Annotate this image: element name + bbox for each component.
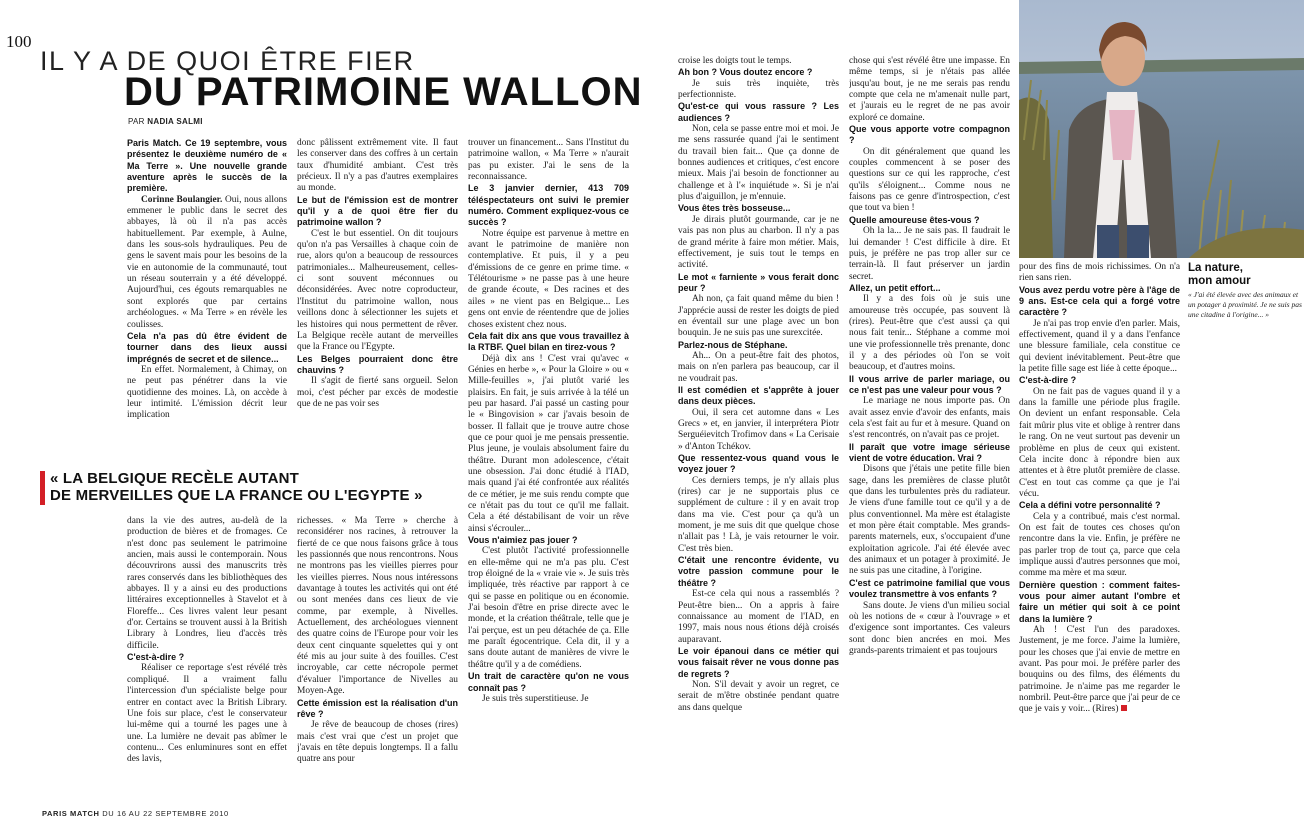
interview-answer: trouver un financement... Sans l'Institut du patrimoine wallon, « Ma Terre » n'aurait pas pu exister. J'ai le sens de la reconnaissance. — [468, 138, 629, 183]
answer-text: Ah ! C'est l'un des paradoxes. Justement, je me force. J'aime la lumière, pour les choses que j'ai envie de mettre en avant. Pas pour moi. Je préfère parler des bouquins ou des films, des éléments du patrimoine. Je n'aime pas me regarder le nombril. Peut-être parce que j'ai peur de ce que je vais y voir... (Rires) — [1019, 625, 1180, 715]
interview-question: Quelle amoureuse êtes-vous ? — [849, 214, 980, 225]
interview-answer: Je rêve de beaucoup de choses (rires) mais c'est vrai que c'est un projet que j'avais en tête depuis longtemps. Il a fallu quatre ans pour — [297, 720, 458, 765]
interview-answer: Notre équipe est parvenue à mettre en avant le patrimoine de manière non contemplative. Et puis, il y a peu d'émissions de ce genre en prime time. « Télétourisme » ne passe pas à une heure de grande écoute, « Des racines et des ailes » ne vient pas en Belgique... Les gens ont envie de réentendre que de jolies choses existent chez nous. — [468, 228, 629, 330]
column-1-bottom — [127, 516, 287, 804]
pull-quote-accent-bar — [40, 471, 45, 505]
interview-answer: Je suis très superstitieuse. Je — [482, 693, 589, 704]
headline-line-2: DU PATRIMOINE WALLON — [124, 70, 643, 114]
interview-answer: Déjà dix ans ! C'est vrai qu'avec « Génies en herbe », « Pour la Gloire » ou « Mille-feuilles », j'ai plutôt varié les plaisirs. En fait, je suis arrivée à la télé un peu par hasard. J'ai passé un casting pour le « Bingovision » car j'avais besoin de bosser. Il fallait que je trouve autre chose que ce pour quoi je me pensais pressentie. Plus jeune, je voulais absolument faire du théâtre. Durant mon adolescence, c'était une obsession. J'ai donc étudié à l'IAD, mais quand j'ai été confrontée aux réalités de ce métier, je me suis rendu compte que ce n'était pas du tout ce qu'il me fallait. Cela a été déstabilisant de voir un rêve ainsi s'écrouler... — [468, 353, 629, 534]
pull-quote-line-1: « LA BELGIQUE RECÈLE AUTANT — [50, 470, 300, 487]
photo-caption-title-line-2: mon amour — [1188, 275, 1251, 287]
interview-answer: chose qui s'est révélé être une impasse. En même temps, si je n'étais pas allée jusqu'au bout, je ne me serais pas rendu compte que cela ne m'amenait nulle part, et j'aurais eu le regret de ne pas avoir exploré ce domaine. — [849, 56, 1010, 123]
interview-answer: donc pâlissent extrêmement vite. Il faut les conserver dans des coffres à un certain taux d'humidité ambiant. C'est très précieux. Il n'y a pas d'autres exemplaires au monde. — [297, 138, 458, 194]
interview-answer: Oui, il sera cet automne dans « Les Grecs » et, en janvier, il interprétera Piotr Serguéievitch Trofimov dans « La Cerisaie » d'Anton Tchékov. — [678, 407, 839, 452]
page-footer — [42, 809, 229, 818]
interview-question: C'était une rencontre évidente, vu votre passion commune pour le théâtre ? — [678, 555, 839, 588]
page-number: 100 — [6, 32, 32, 51]
interview-question: Un trait de caractère qu'on ne vous connaît pas ? — [468, 671, 629, 693]
column-6 — [1019, 262, 1180, 806]
photo-caption-title-line-1: La nature, — [1188, 262, 1243, 274]
portrait-photo — [1019, 0, 1304, 258]
interview-question: Il est comédien et s'apprête à jouer dans deux pièces. — [678, 384, 839, 407]
column-4 — [678, 56, 839, 806]
interview-question: Vous n'aimiez pas jouer ? — [468, 535, 578, 546]
interview-question: C'est-à-dire ? — [1019, 375, 1077, 386]
photo-caption-title — [1188, 262, 1302, 288]
interview-question: Allez, un petit effort... — [849, 282, 941, 293]
end-mark-icon — [1121, 705, 1127, 711]
column-2-bottom — [297, 516, 458, 804]
footer-publication: PARIS MATCH — [42, 809, 100, 818]
column-1-top — [127, 138, 287, 454]
byline-prefix: PAR — [128, 117, 145, 126]
interview-answer-final — [1019, 625, 1180, 716]
interview-answer: En effet. Normalement, à Chimay, on ne peut pas pénétrer dans la vie quotidienne des moines. Là, on accède à leur intimité. L'émission décrit leur implication — [127, 364, 287, 421]
headline-line-1: IL Y A DE QUOI ÊTRE FIER — [40, 46, 415, 76]
interview-question: Le but de l'émission est de montrer qu'il y a de quoi être fier du patrimoine wallon ? — [297, 194, 458, 228]
interview-question: Il paraît que votre image sérieuse vient de votre éducation. Vrai ? — [849, 441, 1010, 464]
speaker-name: Corinne Boulangier. — [141, 194, 223, 205]
interview-answer: Disons que j'étais une petite fille bien sage, dans les premières de classe plutôt que dans les turbulentes près du radiateur. Je viens d'une famille tout ce qu'il y a de plus conventionnel. Ma mère est étalagiste et mon père était comptable. Mes grands-parents maternels, eux, s'occupaient d'une exploitation agricole. J'ai été élevée avec des animaux et un potager à proximité. Je ne suis pas une citadine, à l'origine. — [849, 464, 1010, 577]
interview-answer: Sans doute. Je viens d'un milieu social où les notions de « cœur à l'ouvrage » et d'exigence sont importantes. Ces valeurs sont donc bien ancrées en moi. Mes grands-parents trimaient et pas toujours — [849, 600, 1010, 656]
interview-question: Paris Match. Ce 19 septembre, vous présentez le deuxième numéro de « Ma Terre ». Une nouvelle grande aventure après le succès de la première. — [127, 138, 287, 194]
interview-question: Il vous arrive de parler mariage, ou ce n'est pas une valeur pour vous ? — [849, 373, 1010, 395]
interview-question: Ah bon ? Vous doutez encore ? — [678, 67, 813, 78]
interview-question: C'est-à-dire ? — [127, 652, 185, 663]
interview-answer: Le mariage ne nous importe pas. On avait assez envie d'avoir des enfants, mais cela s'est fait au fur et à mesure. Quand on s'est rencontrés, on n'avait pas ce projet. — [849, 396, 1010, 441]
interview-question: Le 3 janvier dernier, 413 709 téléspectateurs ont suivi le premier numéro. Comment expliquez-vous ce succès ? — [468, 183, 629, 228]
interview-answer — [127, 195, 287, 331]
interview-answer: Oh la la... Je ne sais pas. Il faudrait le lui demander ! C'est difficile à dire. Et puis, je préfère ne pas trop aller sur ce terrain-là. Il faut préserver un jardin secret. — [849, 226, 1010, 282]
interview-question: Parlez-nous de Stéphane. — [678, 339, 788, 350]
interview-answer: C'est plutôt l'activité professionnelle en elle-même qui ne m'a pas plu. C'est trop éloigné de la « vraie vie ». Je suis très impliquée, très réactive par rapport à ce qui se passe en politique ou en économie. J'ai besoin d'être en prise directe avec le monde, et la création théâtrale, telle que je l'ai perçue, est un peu détachée de ça. Elle me paraît égocentrique. Cela dit, il y a sans doute autant de manières de vivre le théâtre qu'il y a de comédiens. — [468, 546, 629, 670]
interview-question: Le voir épanoui dans ce métier qui vous faisait rêver ne vous donne pas de regrets ? — [678, 645, 839, 679]
footer-dates: DU 16 AU 22 SEPTEMBRE 2010 — [102, 809, 229, 818]
interview-answer: richesses. « Ma Terre » cherche à reconsidérer nos racines, à retrouver la fierté de ce que nous faisons grâce à tous les passionnés que nous rencontrons. Nous ne montrons pas les vieilles pierres pour les vieilles pierres. Nous nous intéressons davantage à toutes les activités qui ont été ou sont menées dans ces lieux de vie comme, par exemple, à Nivelles. Actuellement, des archéologues viennent des quatre coins de l'Europe pour voir les deux cent cinquante squelettes qui y ont été mis au jour suite à des fouilles. C'est incroyable, car cette nécropole permet d'évaluer l'importance de Nivelles au Moyen-Age. — [297, 516, 458, 697]
pull-quote — [40, 470, 640, 504]
pull-quote-text — [50, 470, 423, 504]
interview-answer: Non. S'il devait y avoir un regret, ce serait de m'être obstinée pendant quatre ans dans quelque — [678, 679, 839, 713]
interview-question: Que vous apporte votre compagnon ? — [849, 124, 1010, 146]
interview-question: C'est ce patrimoine familial que vous voulez transmettre à vos enfants ? — [849, 577, 1010, 600]
interview-answer: On dit généralement que quand les couples commencent à se poser des questions sur ce qui les rapproche, c'est qu'ils s'éloignent... Comme nous ne faisons pas ce genre d'introspection, c'est que tout va bien ! — [849, 146, 1010, 214]
interview-question: Cette émission est la réalisation d'un rêve ? — [297, 697, 458, 719]
interview-question: Qu'est-ce qui vous rassure ? Les audiences ? — [678, 101, 839, 123]
byline-author: NADIA SALMI — [147, 117, 203, 126]
column-5 — [849, 56, 1010, 806]
interview-answer: Il s'agit de fierté sans orgueil. Selon moi, c'est pécher par excès de modestie que de ne pas voir ses — [297, 376, 458, 409]
interview-question: Vous avez perdu votre père à l'âge de 9 ans. Est-ce cela qui a forgé votre caractère ? — [1019, 284, 1180, 318]
byline — [128, 117, 203, 126]
interview-answer: Il y a des fois où je suis une amoureuse très occupée, pas souvent là (rires). Peut-être que c'est aussi ça qui nous fait tenir... Stéphane a comme moi une vie professionnelle très prenante, donc il y a des périodes où l'on se voit beaucoup, et d'autres moins. — [849, 294, 1010, 373]
interview-question: Vous êtes très bosseuse... — [678, 203, 791, 214]
interview-question: Le mot « farniente » vous ferait donc peur ? — [678, 271, 839, 293]
interview-answer: C'est le but essentiel. On dit toujours qu'on n'a pas Versailles à chaque coin de rue, alors qu'on a beaucoup de ressources patrimoniales... Malheureusement, celles-ci sont souvent méconnues ou déconsidérées. Avec notre coproducteur, l'Institut du patrimoine wallon, nous veillons donc à sélectionner les sujets et les histoires qui nous permettent de rêver. La Belgique recèle autant de merveilles que la France ou l'Egypte. — [297, 228, 458, 353]
interview-answer: Non, cela se passe entre moi et moi. Je me sens rassurée quand j'ai le sentiment du travail bien fait... Que ça donne de bonnes audiences et critiques, c'est encore mieux. Mais j'ai besoin de fonctionner au challenge et à l'« inquiétude ». Si je n'ai plus d'aiguillon, je m'ennuie. — [678, 124, 839, 203]
interview-question: Cela fait dix ans que vous travaillez à la RTBF. Quel bilan en tirez-vous ? — [468, 330, 629, 353]
answer-text: Oui, nous allons emmener le public dans le secret des abbayes, là où il n'a pas accès habituellement. Par exemple, à Aulne, dans les sous-sols hydrauliques. Peu de gens le savent mais pour les besoins de la vie en autonomie de la communauté, tout un réseau souterrain y a été développé. Aujourd'hui, ces égouts remarquables ne sont explorés que par certains archéologues. « Ma Terre » en révèle les coulisses. — [127, 194, 287, 330]
interview-answer: Je dirais plutôt gourmande, car je ne vais pas non plus au charbon. Il n'y a pas de grand mérite à faire mon métier. Mais, effectivement, je suis tout le temps en activité. — [678, 214, 839, 271]
interview-answer: croise les doigts tout le temps. — [678, 56, 792, 66]
interview-answer: Cela y a contribué, mais c'est normal. On est fait de toutes ces choses qu'on rencontre dans la vie. Enfin, je préfère ne pas parler trop de tout ça, parce que cela implique aussi d'autres personnes que moi, comme ma mère et ma sœur. — [1019, 511, 1180, 579]
pull-quote-line-2: DE MERVEILLES QUE LA FRANCE OU L'EGYPTE » — [50, 487, 423, 504]
interview-answer: dans la vie des autres, au-delà de la production de bières et de fromages. Ce n'est donc pas seulement le patrimoine ancien, mais aussi le contemporain. Nous découvrirons aussi des manuscrits très rares conservés dans les bibliothèques des abbayes. Il y a ainsi eu des productions littéraires exceptionnelles à Stavelot et à Floreffe... Ces livres valent leur pesant d'or. Certains se trouvent aussi à la British Library à Londres, lieu d'accès très difficile. — [127, 516, 287, 651]
portrait-photo-illustration — [1019, 0, 1304, 258]
interview-answer: Réaliser ce reportage s'est révélé très compliqué. Il a vraiment fallu l'intercession d'un spécialiste belge pour entrer en contact avec la British Library. Une fois sur place, c'est le conservateur lui-même qui a tourné les pages une à une. La lumière ne devait pas abîmer le contenu... Ces enluminures sont en effet des lavis, — [127, 663, 287, 765]
interview-answer: pour des fins de mois richissimes. On n'a rien sans rien. — [1019, 262, 1180, 284]
interview-question: Dernière question : comment faites-vous pour aimer autant l'ombre et faire un métier qui soit à ce point dans la lumière ? — [1019, 579, 1180, 624]
interview-answer: Je n'ai pas trop envie d'en parler. Mais, effectivement, quand il y a dans l'enfance une blessure familiale, cela constitue ce qui devient inévitablement. Peut-être que la petite fille sage est liée à cette époque... — [1019, 318, 1180, 375]
interview-answer: Ces derniers temps, je n'y allais plus (rires) car je ne supportais plus ce supplément de culture : il y en avait trop dans ma vie. C'est pour ça qu'à un moment, je me suis dit que quelque chose n'allait pas ! Là, je vais retourner le voir. C'est très bien. — [678, 475, 839, 554]
interview-question: Cela a défini votre personnalité ? — [1019, 500, 1161, 511]
photo-caption-text: « J'ai été élevée avec des animaux et un potager à proximité. Je ne suis pas une citadine à l'origine... » — [1188, 290, 1302, 319]
interview-answer: Ah non, ça fait quand même du bien ! J'apprécie aussi de rester les doigts de pied en éventail sur une plage avec un bon bouquin. Je ne suis pas une surexcitée. — [678, 294, 839, 339]
interview-answer: Ah... On a peut-être fait des photos, mais on n'en parlera pas beaucoup, car il ne voudrait pas. — [678, 350, 839, 384]
interview-answer: Est-ce cela qui nous a rassemblés ? Peut-être bien... On a appris à faire connaissance au moment de l'IAD, en 1997, mais nous nous étions déjà croisés auparavant. — [678, 589, 839, 645]
interview-question: Cela n'a pas dû être évident de tourner dans des lieux aussi imprégnés de secret et de silence... — [127, 330, 287, 364]
interview-answer: Je suis très inquiète, très perfectionniste. — [678, 78, 839, 101]
interview-question: Les Belges pourraient donc être chauvins ? — [297, 353, 458, 375]
column-2-top — [297, 138, 458, 454]
interview-question: Que ressentez-vous quand vous le voyez jouer ? — [678, 453, 839, 475]
interview-answer: On ne fait pas de vagues quand il y a dans la famille une période plus fragile. On devient un enfant responsable. Cela fait mûrir plus vite et oblige à rentrer dans le rang. On ne veut surtout pas devenir un problème en plus de ceux qui existent. Cela incite donc à répondre bien aux attentes et à être plutôt première de classe. C'est en tout cas comme ça que je l'ai vécu. — [1019, 386, 1180, 499]
